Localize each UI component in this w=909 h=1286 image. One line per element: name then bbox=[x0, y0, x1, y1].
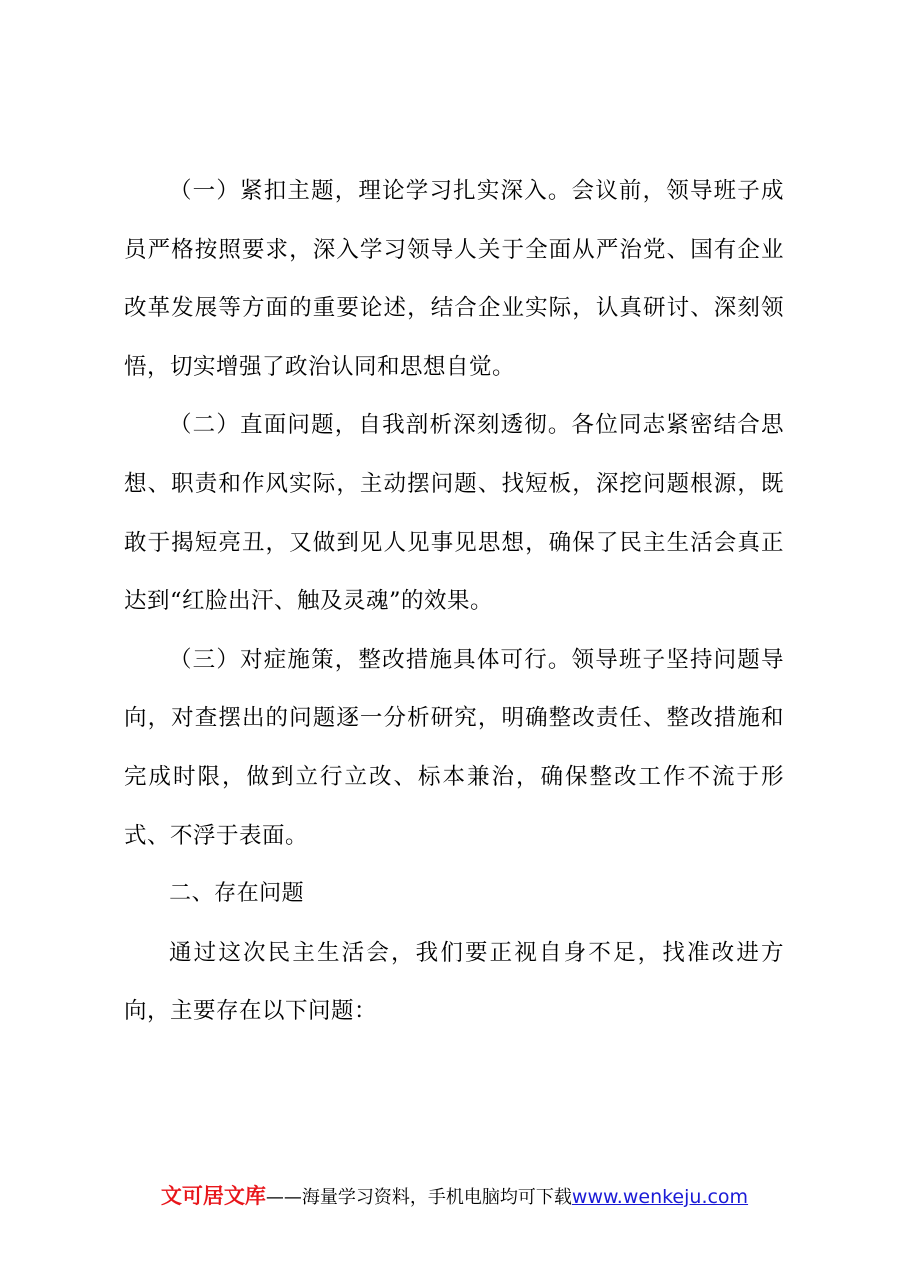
section-heading: 二、存在问题 bbox=[169, 881, 305, 907]
footer-dash: —— bbox=[265, 1187, 302, 1208]
document-body bbox=[124, 162, 784, 1041]
paragraph-1: （一）紧扣主题，理论学习扎实深入。会议前，领导班子成员严格按照要求，深入学习领导人关于全面从严治党、国有企业改革发展等方面的重要论述，结合企业实际，认真研讨、深刻领悟，切实增强了政治认同和思想自觉。 bbox=[124, 178, 784, 380]
footer-slogan: 海量学习资料，手机电脑均可下载 bbox=[301, 1187, 572, 1208]
paragraph-3: （三）对症施策，整改措施具体可行。领导班子坚持问题导向，对查摆出的问题逐一分析研究，明确整改责任、整改措施和完成时限，做到立行立改、标本兼治，确保整改工作不流于形式、不浮于表面。 bbox=[124, 646, 784, 849]
footer-brand: 文可居文库 bbox=[160, 1184, 266, 1208]
paragraph-4: 通过这次民主生活会，我们要正视自身不足，找准改进方向，主要存在以下问题： bbox=[124, 939, 784, 1025]
footer-link[interactable]: www.wenkeju.com bbox=[571, 1186, 749, 1208]
paragraph-2: （二）直面问题，自我剖析深刻透彻。各位同志紧密结合思想、职责和作风实际，主动摆问题、找短板，深挖问题根源，既敢于揭短亮丑，又做到见人见事见思想，确保了民主生活会真正达到“红脸出汗、触及灵魂”的效果。 bbox=[124, 412, 784, 615]
footer-banner bbox=[0, 1180, 909, 1214]
